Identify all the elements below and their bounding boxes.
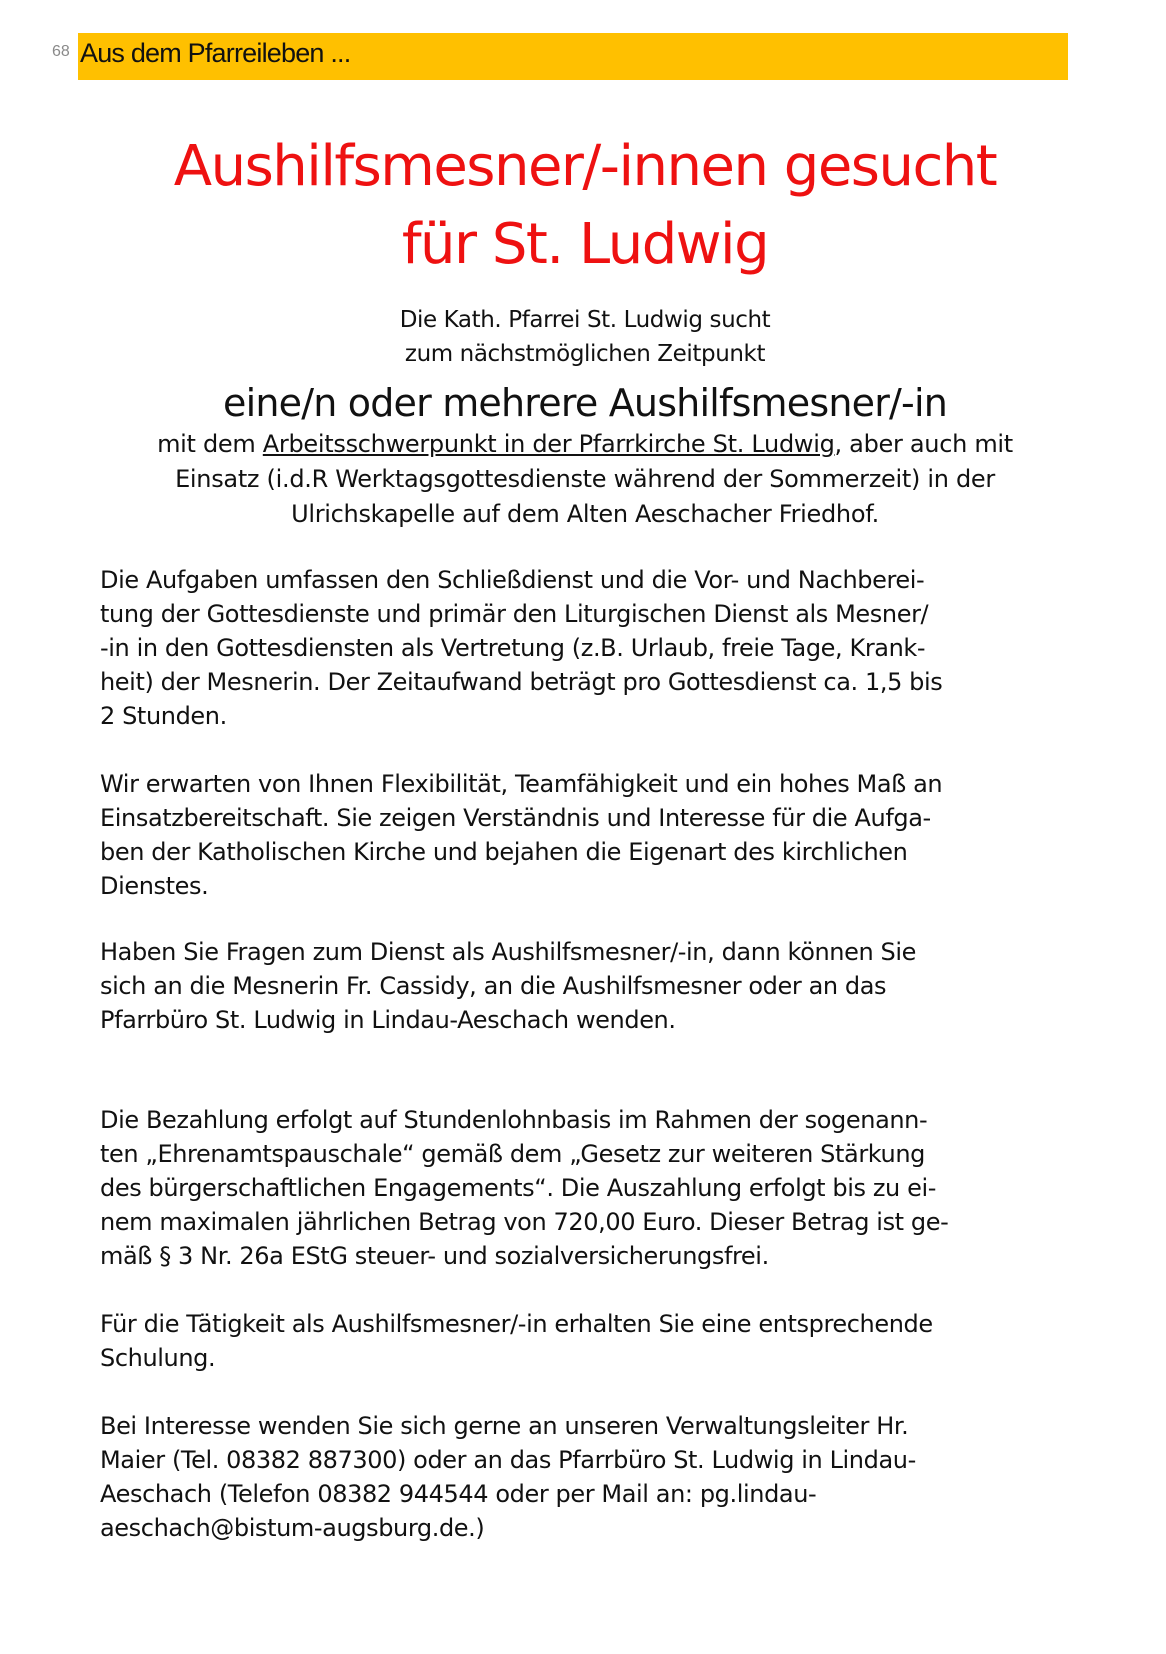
- focus-line: [90, 427, 1080, 462]
- paragraph-training: [100, 1307, 1075, 1375]
- paragraph-line: Maier (Tel. 08382 887300) oder an das Pfarrbüro St. Ludwig in Lindau-: [100, 1446, 916, 1474]
- focus-underlined: Arbeitsschwerpunkt in der Pfarrkirche St. Ludwig: [262, 430, 835, 458]
- paragraph-line: Wir erwarten von Ihnen Flexibilität, Teamfähigkeit und ein hohes Maß an: [100, 770, 943, 798]
- paragraph-line: Schulung.: [100, 1344, 216, 1372]
- paragraph-line: des bürgerschaftlichen Engagements“. Die Auszahlung erfolgt bis zu ei-: [100, 1174, 936, 1202]
- paragraph-expectations: [100, 767, 1075, 903]
- focus-suffix: , aber auch mit: [834, 430, 1013, 458]
- paragraph-line: Pfarrbüro St. Ludwig in Lindau-Aeschach wenden.: [100, 1006, 676, 1034]
- focus-prefix: mit dem: [157, 430, 263, 458]
- paragraph-tasks: [100, 563, 1075, 733]
- paragraph-line: nem maximalen jährlichen Betrag von 720,00 Euro. Dieser Betrag ist ge-: [100, 1208, 949, 1236]
- intro-text: [90, 303, 1080, 371]
- paragraph-line: Haben Sie Fragen zum Dienst als Aushilfsmesner/-in, dann können Sie: [100, 938, 916, 966]
- paragraph-line: tung der Gottesdienste und primär den Liturgischen Dienst als Mesner/: [100, 600, 929, 628]
- subheading: eine/n oder mehrere Aushilfsmesner/-in: [223, 381, 947, 425]
- paragraph-line: Aeschach (Telefon 08382 944544 oder per Mail an: pg.lindau-: [100, 1480, 817, 1508]
- focus-line: Ulrichskapelle auf dem Alten Aeschacher Friedhof.: [291, 500, 879, 528]
- paragraph-line: sich an die Mesnerin Fr. Cassidy, an die Aushilfsmesner oder an das: [100, 972, 887, 1000]
- paragraph-contact: [100, 1409, 1075, 1545]
- section-title: Aus dem Pfarreileben ...: [80, 38, 351, 68]
- paragraph-line: Bei Interesse wenden Sie sich gerne an unseren Verwaltungsleiter Hr.: [100, 1412, 909, 1440]
- page-number: 68: [52, 43, 70, 60]
- headline-line: Aushilfsmesner/-innen gesucht: [173, 134, 997, 199]
- paragraph-line: ben der Katholischen Kirche und bejahen die Eigenart des kirchlichen: [100, 838, 908, 866]
- paragraph-line: Einsatzbereitschaft. Sie zeigen Verständnis und Interesse für die Aufga-: [100, 804, 931, 832]
- paragraph-questions: [100, 935, 1075, 1037]
- headline-line: für St. Ludwig: [401, 212, 769, 277]
- paragraph-line: -in in den Gottesdiensten als Vertretung (z.B. Urlaub, freie Tage, Krank-: [100, 634, 926, 662]
- paragraph-line: mäß § 3 Nr. 26a EStG steuer- und sozialversicherungsfrei.: [100, 1242, 769, 1270]
- intro-line: Die Kath. Pfarrei St. Ludwig sucht: [399, 307, 771, 333]
- paragraph-line: ten „Ehrenamtspauschale“ gemäß dem „Gesetz zur weiteren Stärkung: [100, 1140, 926, 1168]
- paragraph-line: 2 Stunden.: [100, 702, 227, 730]
- focus-text: [90, 427, 1080, 532]
- paragraph-line: heit) der Mesnerin. Der Zeitaufwand beträgt pro Gottesdienst ca. 1,5 bis: [100, 668, 943, 696]
- paragraph-line: Die Bezahlung erfolgt auf Stundenlohnbasis im Rahmen der sogenann-: [100, 1106, 928, 1134]
- focus-line: Einsatz (i.d.R Werktagsgottesdienste während der Sommerzeit) in der: [175, 465, 995, 493]
- paragraph-line: Dienstes.: [100, 872, 209, 900]
- paragraph-payment: [100, 1103, 1075, 1273]
- paragraph-line: Für die Tätigkeit als Aushilfsmesner/-in erhalten Sie eine entsprechende: [100, 1310, 933, 1338]
- intro-line: zum nächstmöglichen Zeitpunkt: [404, 341, 766, 367]
- paragraph-line: Die Aufgaben umfassen den Schließdienst und die Vor- und Nachberei-: [100, 566, 925, 594]
- headline: [90, 128, 1080, 284]
- paragraph-line: aeschach@bistum-augsburg.de.): [100, 1514, 485, 1542]
